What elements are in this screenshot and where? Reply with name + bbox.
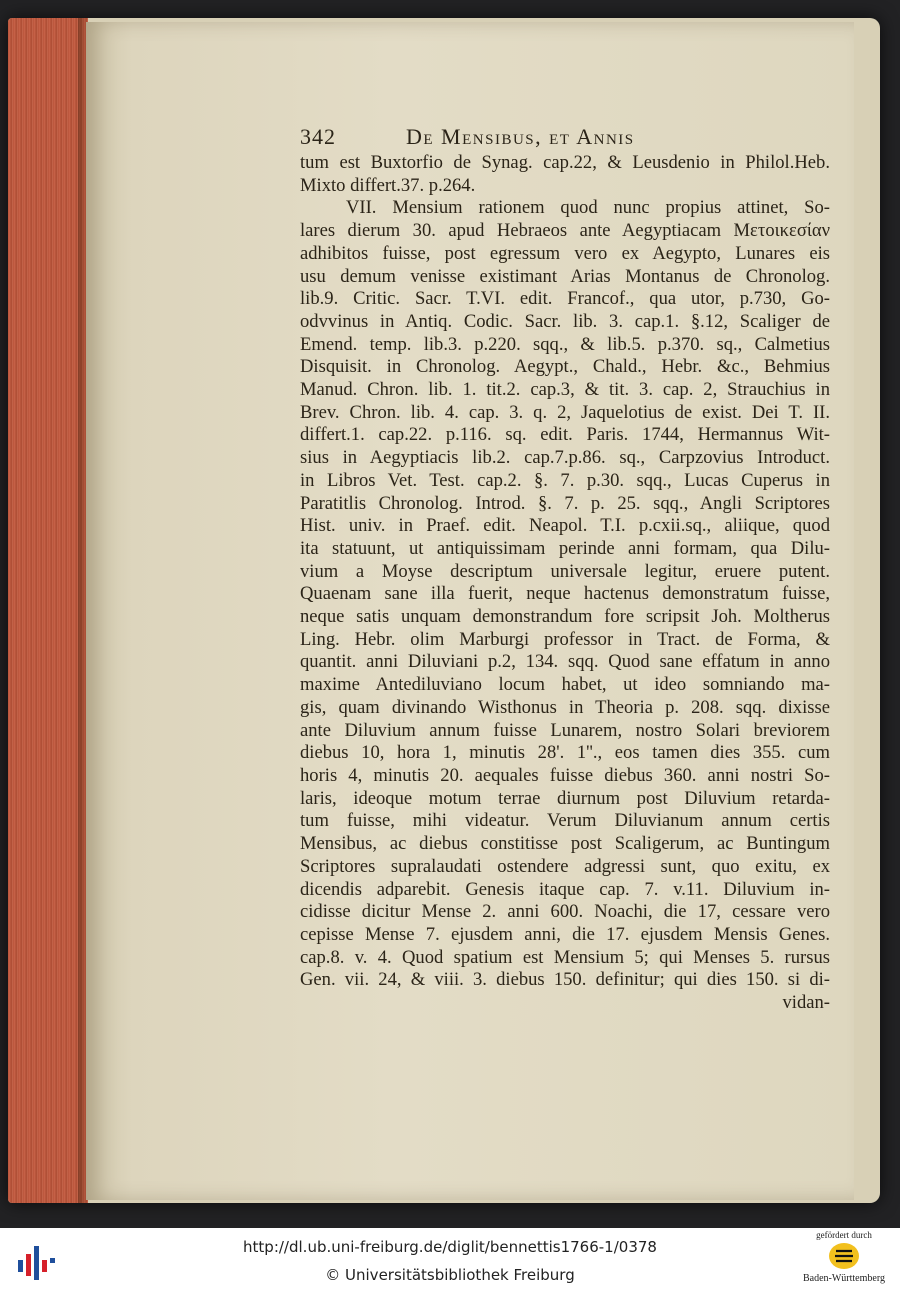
text-line: cidisse dicitur Mense 2. anni 600. Noachi, die 17, cessare vero <box>300 901 830 923</box>
text-line: odvvinus in Antiq. Codic. Sacr. lib. 3. cap.1. §.12, Scaliger de <box>300 310 830 332</box>
text-line: Ling. Hebr. olim Marburgi professor in Tract. de Forma, & <box>300 628 830 650</box>
text-line: lares dierum 30. apud Hebraeos ante Aegyptiacam Μετοικεσίαν <box>300 220 830 242</box>
funder-caption: gefördert durch <box>816 1230 872 1240</box>
text-line: usu demum venisse existimant Arias Montanus de Chronolog. <box>300 265 830 287</box>
ub-freiburg-logo-icon <box>14 1240 58 1284</box>
text-line: Mixto differt.37. p.264. <box>300 174 476 196</box>
text-line: dicendis adparebit. Genesis itaque cap. 7. v.11. Diluvium in- <box>300 878 830 900</box>
text-line: VII. Mensium rationem quod nunc propius attinet, So- <box>346 197 830 219</box>
text-lines <box>300 152 830 1015</box>
text-line: Mensibus, ac diebus constitisse post Scaligerum, ac Buntingum <box>300 833 830 855</box>
text-line: lib.9. Critic. Sacr. T.VI. edit. Francof., qua utor, p.730, Go- <box>300 288 830 310</box>
text-line: Paratitlis Chronolog. Introd. §. 7. p. 25. sqq., Angli Scriptores <box>300 492 830 514</box>
text-line: Brev. Chron. lib. 4. cap. 3. q. 2, Jaquelotius de exist. Dei T. II. <box>300 401 830 423</box>
bw-crest-icon <box>827 1241 861 1271</box>
text-line: diebus 10, hora 1, minutis 28'. 1''., eos tamen dies 355. cum <box>300 742 830 764</box>
text-line: vidan- <box>782 992 830 1014</box>
text-line: cepisse Mense 7. ejusdem anni, die 17. ejusdem Mensis Genes. <box>300 923 830 945</box>
text-line: tum est Buxtorfio de Synag. cap.22, & Leusdenio in Philol.Heb. <box>300 152 830 173</box>
funder-name: Baden-Württemberg <box>802 1273 885 1284</box>
text-line: adhibitos fuisse, post egressum vero ex Aegypto, Lunares eis <box>300 242 830 264</box>
copyright-notice: © Universitätsbibliothek Freiburg <box>325 1266 575 1284</box>
text-line: Quaenam sane illa fuerit, neque hactenus demonstratum fuisse, <box>300 583 830 605</box>
funder-logo[interactable] <box>790 1230 898 1290</box>
text-line: gis, quam divinando Wisthonus in Theoria p. 208. sqq. dixisse <box>300 696 830 718</box>
text-line: in Libros Vet. Test. cap.2. §. 7. p.30. sqq., Lucas Cuperus in <box>300 469 830 491</box>
text-line: neque satis unquam demonstrandum fore scripsit Joh. Moltherus <box>300 606 830 628</box>
text-line: Gen. vii. 24, & viii. 3. diebus 150. definitur; qui dies 150. si di- <box>300 969 830 991</box>
running-head-title: De Mensibus, et Annis <box>406 124 635 149</box>
viewer-footer <box>0 1228 900 1292</box>
text-line: maxime Antediluviano locum habet, ut ideo somniando ma- <box>300 674 830 696</box>
text-line: differt.1. cap.22. p.116. sq. edit. Paris. 1744, Hermannus Wit- <box>300 424 830 446</box>
text-line: cap.8. v. 4. Quod spatium est Mensium 5; qui Menses 5. rursus <box>300 946 830 968</box>
page-edges <box>8 18 88 1203</box>
text-line: Hist. univ. in Praef. edit. Neapol. T.I. p.cxii.sq., aliique, quod <box>300 515 830 537</box>
text-line: horis 4, minutis 20. aequales fuisse diebus 360. anni nostri So- <box>300 764 830 786</box>
text-line: vium a Moyse descriptum universale legitur, eruere putent. <box>300 560 830 582</box>
page-text <box>300 124 830 1015</box>
text-line: Disquisit. in Chronolog. Aegypt., Chald., Hebr. &c., Behmius <box>300 356 830 378</box>
running-head <box>300 124 830 150</box>
text-line: laris, ideoque motum terrae diurnum post Diluvium retarda- <box>300 787 830 809</box>
text-line: ante Diluvium annum fuisse Lunarem, nostro Solari breviorem <box>300 719 830 741</box>
document-url[interactable]: http://dl.ub.uni-freiburg.de/diglit/bennettis1766-1/0378 <box>243 1238 657 1256</box>
text-line: Manud. Chron. lib. 1. tit.2. cap.3, & tit. 3. cap. 2, Strauchius in <box>300 379 830 401</box>
text-line: ita statuunt, ut antiquissimam perinde anni formam, qua Dilu- <box>300 537 830 559</box>
text-line: quantit. anni Diluviani p.2, 134. sqq. Quod sane effatum in anno <box>300 651 830 673</box>
text-line: Emend. temp. lib.3. p.220. sqq., & lib.5. p.370. sq., Calmetius <box>300 333 830 355</box>
text-line: Scriptores supralaudati ostendere adgressi sunt, quo exitu, ex <box>300 855 830 877</box>
text-line: sius in Aegyptiacis lib.2. cap.7.p.86. sq., Carpzovius Introduct. <box>300 447 830 469</box>
page-number: 342 <box>300 124 336 149</box>
text-line: tum fuisse, mihi videatur. Verum Diluvianum annum certis <box>300 810 830 832</box>
